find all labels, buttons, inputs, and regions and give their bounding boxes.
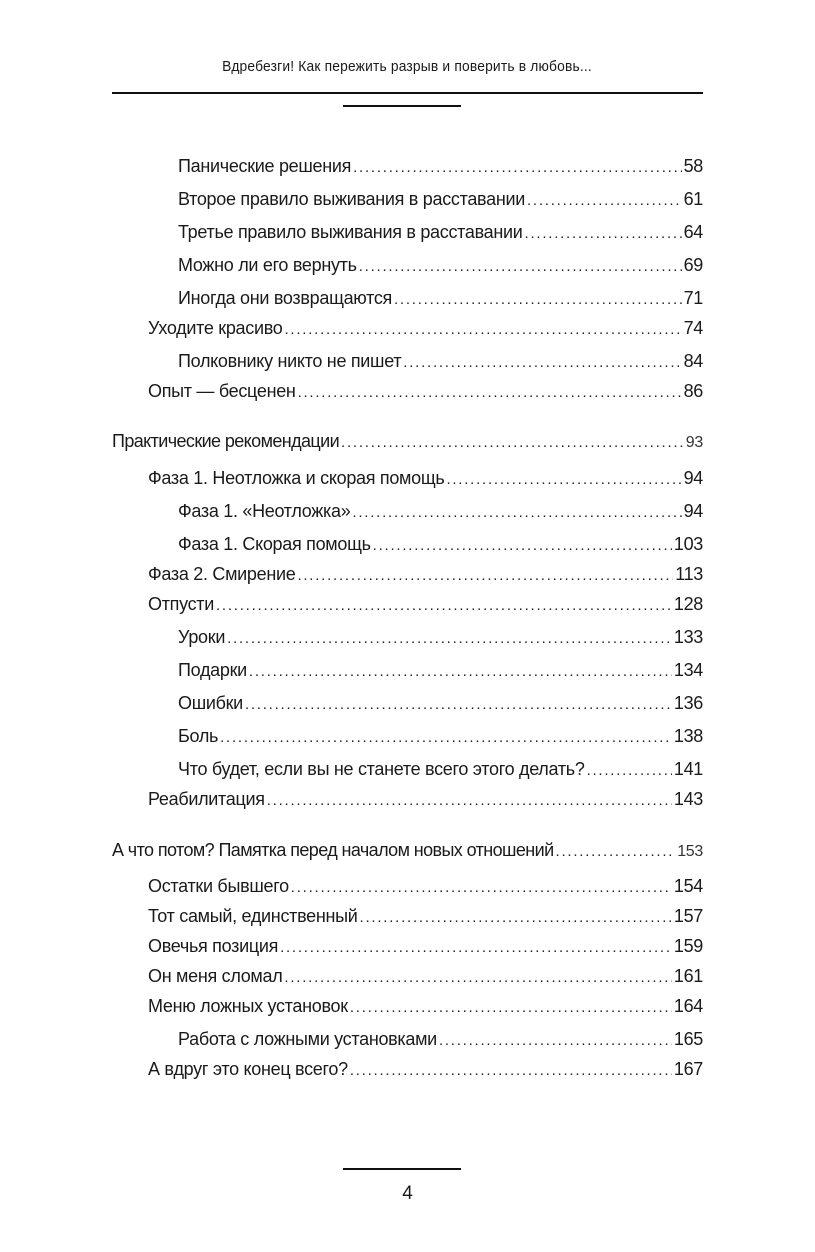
dot-leader <box>446 469 681 491</box>
toc-entry-page: 94 <box>683 501 703 521</box>
dot-leader <box>298 382 682 404</box>
toc-entry-page: 84 <box>683 351 703 371</box>
toc-entry[interactable] <box>178 188 703 212</box>
dot-leader <box>359 256 682 278</box>
toc-entry-page: 143 <box>673 789 703 809</box>
toc-entry-title: Работа с ложными установками <box>178 1029 437 1049</box>
toc-entry-title: Уроки <box>178 627 226 647</box>
toc-entry[interactable] <box>148 467 703 491</box>
toc-entry[interactable] <box>148 380 703 404</box>
dot-leader <box>220 727 672 749</box>
toc-section-heading[interactable] <box>112 430 703 454</box>
toc-entry[interactable] <box>178 692 703 716</box>
toc-entry-title: Уходите красиво <box>148 318 283 338</box>
toc-entry-title: Фаза 1. Неотложка и скорая помощь <box>148 468 445 488</box>
toc-entry[interactable] <box>178 758 703 782</box>
toc-entry[interactable] <box>178 500 703 524</box>
toc-entry[interactable] <box>178 659 703 683</box>
dot-leader <box>216 595 672 617</box>
toc-section-page: 153 <box>677 843 703 860</box>
toc-entry-title: Боль <box>178 726 219 746</box>
running-head: Вдребезги! Как пережить разрыв и поверить в любовь... <box>222 58 592 75</box>
toc-entry-title: А вдруг это конец всего? <box>148 1059 348 1079</box>
toc-entry[interactable] <box>148 788 703 812</box>
toc-entry-page: 165 <box>673 1029 703 1049</box>
toc-entry-page: 136 <box>673 693 703 713</box>
toc-entry-page: 58 <box>683 156 703 176</box>
toc-entry-page: 134 <box>673 660 703 680</box>
toc-entry-page: 64 <box>683 222 703 242</box>
toc-entry-title: Опыт — бесценен <box>148 381 296 401</box>
dot-leader <box>439 1030 672 1052</box>
dot-leader <box>284 319 681 341</box>
toc-entry-title: Ошибки <box>178 693 243 713</box>
toc-entry-page: 159 <box>673 936 703 956</box>
dot-leader <box>587 760 672 782</box>
toc-entry-title: Фаза 1. «Неотложка» <box>178 501 351 521</box>
footer-short-rule <box>343 1168 461 1170</box>
toc-entry[interactable] <box>148 563 703 587</box>
toc-entry[interactable] <box>148 593 703 617</box>
dot-leader <box>280 937 672 959</box>
dot-leader <box>527 190 682 212</box>
toc-entry[interactable] <box>178 155 703 179</box>
dot-leader <box>360 907 672 929</box>
toc-entry-title: Можно ли его вернуть <box>178 255 357 275</box>
dot-leader <box>353 157 681 179</box>
dot-leader <box>556 841 676 863</box>
dot-leader <box>373 535 672 557</box>
toc-entry[interactable] <box>178 221 703 245</box>
header-rule <box>112 92 703 94</box>
toc-entry-page: 74 <box>683 318 703 338</box>
toc-entry[interactable] <box>178 350 703 374</box>
dot-leader <box>245 694 672 716</box>
dot-leader <box>227 628 672 650</box>
toc-section-page: 93 <box>685 434 703 451</box>
dot-leader <box>403 352 681 374</box>
dot-leader <box>284 967 671 989</box>
dot-leader <box>297 565 673 587</box>
page-number: 4 <box>402 1183 413 1204</box>
toc-entry[interactable] <box>178 1028 703 1052</box>
toc-entry[interactable] <box>148 935 703 959</box>
dot-leader <box>341 432 684 454</box>
toc-entry[interactable] <box>148 965 703 989</box>
toc-entry[interactable] <box>178 626 703 650</box>
toc-entry[interactable] <box>178 725 703 749</box>
dot-leader <box>249 661 672 683</box>
toc-entry-page: 141 <box>673 759 703 779</box>
toc-entry-title: Подарки <box>178 660 247 680</box>
toc-entry[interactable] <box>148 995 703 1019</box>
toc-entry-title: Что будет, если вы не станете всего этого делать? <box>178 759 585 779</box>
dot-leader <box>525 223 682 245</box>
toc-entry-page: 103 <box>673 534 703 554</box>
toc-entry-page: 133 <box>673 627 703 647</box>
toc-entry-title: Реабилитация <box>148 789 265 809</box>
toc-entry-page: 86 <box>683 381 703 401</box>
toc-entry-title: Полковнику никто не пишет <box>178 351 402 371</box>
toc-entry-page: 61 <box>683 189 703 209</box>
dot-leader <box>350 997 672 1019</box>
toc-entry[interactable] <box>178 287 703 311</box>
toc-entry-title: Меню ложных установок <box>148 996 348 1016</box>
toc-section-title: Практические рекомендации <box>112 431 340 451</box>
toc-entry-title: Иногда они возвращаются <box>178 288 392 308</box>
dot-leader <box>350 1060 672 1082</box>
toc-entry-page: 94 <box>683 468 703 488</box>
dot-leader <box>291 877 672 899</box>
toc-entry-page: 113 <box>675 564 703 584</box>
toc-entry-page: 161 <box>673 966 703 986</box>
toc-entry-title: Отпусти <box>148 594 214 614</box>
toc-entry-title: Фаза 1. Скорая помощь <box>178 534 371 554</box>
dot-leader <box>267 790 672 812</box>
toc-entry[interactable] <box>148 1058 703 1082</box>
toc-entry-title: Он меня сломал <box>148 966 283 986</box>
toc-entry-title: Панические решения <box>178 156 352 176</box>
toc-entry-title: Фаза 2. Смирение <box>148 564 296 584</box>
toc-entry-page: 154 <box>673 876 703 896</box>
toc-entry[interactable] <box>178 533 703 557</box>
toc-section-title: А что потом? Памятка перед началом новых отношений <box>112 840 554 860</box>
toc-entry-page: 128 <box>673 594 703 614</box>
toc-entry-page: 138 <box>673 726 703 746</box>
toc-section-heading[interactable] <box>112 839 703 863</box>
toc-entry-title: Второе правило выживания в расставании <box>178 189 525 209</box>
toc-entry-title: Овечья позиция <box>148 936 279 956</box>
toc-entry[interactable] <box>148 905 703 929</box>
toc-entry-page: 69 <box>683 255 703 275</box>
dot-leader <box>394 289 682 311</box>
dot-leader <box>352 502 681 524</box>
toc-entry-page: 157 <box>673 906 703 926</box>
header-short-rule <box>343 105 461 107</box>
toc-entry-page: 164 <box>673 996 703 1016</box>
toc-entry[interactable] <box>148 317 703 341</box>
toc-entry-title: Третье правило выживания в расставании <box>178 222 523 242</box>
toc-entry-title: Остатки бывшего <box>148 876 289 896</box>
toc-entry[interactable] <box>178 254 703 278</box>
toc-entry-title: Тот самый, единственный <box>148 906 358 926</box>
toc-entry[interactable] <box>148 875 703 899</box>
toc-entry-page: 71 <box>683 288 703 308</box>
toc-entry-page: 167 <box>673 1059 703 1079</box>
